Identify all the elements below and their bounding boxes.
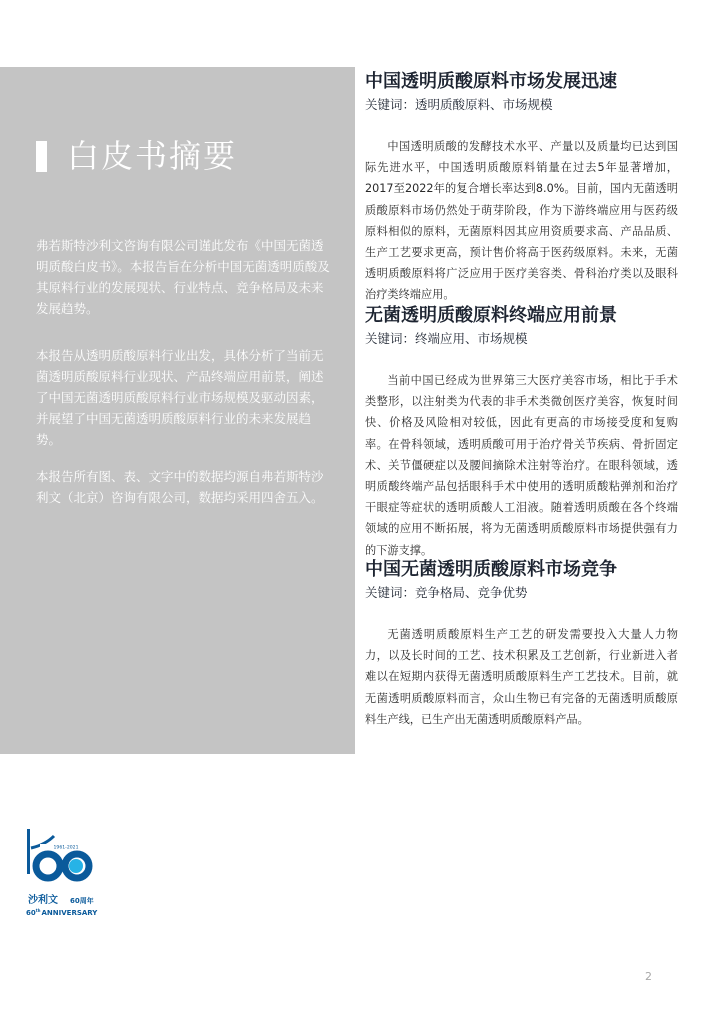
summary-paragraph-2: 本报告从透明质酸原料行业出发，具体分析了当前无菌透明质酸原料行业现状、产品终端应用前景，阐述了中国无菌透明质酸原料行业市场规模及驱动因素，并展望了中国无菌透明质酸原料行业的未来发展趋势。 — [36, 348, 324, 447]
section-title: 中国无菌透明质酸原料市场竞争 — [365, 559, 617, 580]
logo-anniversary-cn: 60周年 — [70, 897, 94, 905]
section-market-growth — [365, 70, 678, 306]
summary-paragraph-3: 本报告所有图、表、文字中的数据均源自弗若斯特沙利文（北京）咨询有限公司，数据均采用四舍五入。 — [36, 469, 324, 505]
logo-company-cn: 沙利文 — [28, 895, 58, 906]
section-keywords: 关键词：终端应用、市场规模 — [365, 331, 528, 346]
logo-anniv-sup: th — [35, 908, 41, 913]
logo-years: 1961-2021 — [53, 845, 79, 851]
section-title: 中国透明质酸原料市场发展迅速 — [365, 71, 617, 92]
section-keywords: 关键词：竞争格局、竞争优势 — [365, 585, 528, 600]
section-end-applications — [365, 304, 678, 561]
summary-paragraph-1: 弗若斯特沙利文咨询有限公司谨此发布《中国无菌透明质酸白皮书》。本报告旨在分析中国无菌透明质酸及其原料行业的发展现状、行业特点、竞争格局及未来发展趋势。 — [36, 238, 330, 316]
logo-anniversary-en — [26, 908, 98, 917]
heading-bar — [36, 141, 47, 172]
page-number: 2 — [645, 970, 652, 983]
section-keywords: 关键词：透明质酸原料、市场规模 — [365, 97, 553, 112]
summary-title: 白皮书摘要 — [67, 137, 238, 175]
section-body: 无菌透明质酸原料生产工艺的研发需要投入大量人力物力，以及长时间的工艺、技术积累及工艺创新，行业新进入者难以在短期内获得无菌透明质酸原料生产工艺技术。目前，就无菌透明质酸原料而言，众山生物已有完备的无菌透明质酸原料生产线，已生产出无菌透明质酸原料产品。 — [365, 628, 678, 726]
section-title: 无菌透明质酸原料终端应用前景 — [365, 305, 617, 326]
sullivan-60th-anniversary-logo — [24, 826, 124, 926]
summary-heading — [36, 138, 237, 174]
section-body: 中国透明质酸的发酵技术水平、产量以及质量均已达到国际先进水平，中国透明质酸原料销量在过去5年显著增加，2017至2022年的复合增长率达到8.0%。目前，国内无菌透明质酸原料市场仍然处于萌芽阶段，作为下游终端应用与医药级原料相似的原料，无菌原料因其应用资质要求高、产品品质、生产工艺要求更高，预计售价将高于医药级原料。未来，无菌透明质酸原料将广泛应用于医疗美容类、骨科治疗类以及眼科治疗类终端应用。 — [365, 140, 678, 302]
logo-anniv-word: ANNIVERSARY — [41, 909, 98, 917]
logo-anniv-num: 60 — [26, 909, 36, 917]
section-body: 当前中国已经成为世界第三大医疗美容市场，相比于手术类整形，以注射类为代表的非手术类微创医疗美容，恢复时间快、价格及风险相对较低，因此有更高的市场接受度和复购率。在骨科领域，透明质酸可用于治疗骨关节疾病、骨折固定术、关节僵硬症以及腰间摘除术注射等治疗。在眼科领域，透明质酸终端产品包括眼科手术中使用的透明质酸粘弹剂和治疗干眼症等症状的透明质酸人工泪液。随着透明质酸在各个终端领域的应用不断拓展，将为无菌透明质酸原料市场提供强有力的下游支撑。 — [365, 374, 678, 557]
logo-mark — [27, 829, 94, 878]
section-competition — [365, 558, 678, 730]
